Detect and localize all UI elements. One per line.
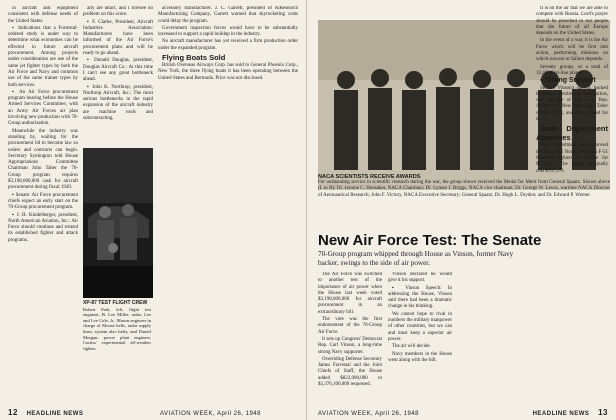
right-pub-line: AVIATION WEEK, April 26, 1948 [318,411,419,417]
paragraph: ▪ F. Clarke, President, Aircraft Industries Association: Manufacturers have been informed of the Air Force's procurement plans and will be ready to go ahead. [83,20,153,58]
right-page [308,0,616,420]
section-label: HEADLINE NEWS [26,411,84,417]
flying-boats-heading: Flying Boats Sold [162,53,226,63]
article-deck: 70-Group program whipped through House as Vinson, former Navy backer, swings to the side of air power. [318,250,514,267]
left-column-3 [158,6,298,406]
xp87-crew-photo [83,148,153,298]
paragraph: ally are intact, and I foresee no problem on this score. [83,6,153,18]
paragraph: in aircraft and equipment consistent with defense needs of the United States. [8,6,78,24]
right-column-c [536,6,608,408]
caption-text: Robert Park, left, flight test engineer, B. Lee Miller, radar, Lee and Lee Cole, Jr., Mason engineer in charge of Mouse bells, radar supply lines, system also hefty, and Daniel Morgan, power plant engineer, Curtiss' experimental all-weather fighter. [83,306,151,351]
section-label: HEADLINE NEWS [532,411,590,417]
paragraph: It is on the air that we are able to compete with Russia. Lord's prayer should be preached to our people that the future of all Europe depends on the United States. [536,6,608,37]
paragraph: ▪ An Air Force procurement program hearing before the House Armed Services Committee, with an Army Air Forces air plan involving new production with 70-Group authorization. [8,90,78,128]
paragraph: Overriding Defense Secretary James Forrestal and the Joint Chiefs of Staff, the House added $822,000,000 to $2,376,100,000 requested. [318,356,382,388]
paragraph: The Air Force was switched to another test of the importance of air power when the House last week voted $3,198,000,000 for aircraft procurement in an extraordinary bill. [318,272,382,315]
paragraph: The air will decide. [392,344,431,350]
paragraph: In the event of a war, it is the Air Force which will be first into action, performing missions on which success or failure depends. [536,38,608,63]
photo-caption [83,301,151,351]
paragraph: ▪ Senate: Air Force procurement chiefs expect an early start on the 70-Group procurement program. [8,193,78,212]
left-column-2 [83,6,153,146]
paragraph: Vinson declared he would give it his support. [388,272,452,284]
paragraph: ▪ J. H. Kindelberger, president, North American Aviation, Inc.: Air Force should continue and extend its established fighter and attack programs. [8,213,78,244]
paragraph: Senator Vinson's speech, backed by House members of both parties, won passage of 343 to 3. Rep. Andrews of New York, Rep. Taber of New York, and others voted for it. [536,85,608,123]
state-department-heading: State Department Approves [536,124,608,143]
right-column-b [388,272,452,408]
paragraph: accessory manufacturer. J. C. Garrett, president of AiResearch Manufacturing Company, Garrett warned that skyrocketing costs could delay the program. [158,6,298,24]
award-text: For outstanding service in scientific research during the war, the group shown received the Medal for Merit from General Spaatz. Shown above (L to R): Dr. Jerome C. Hunsaker, NACA Chairman; Dr. Lyman J. Briggs, NACA vice chairman; Dr. George W. Lewis, wartime NACA Director of Aeronautical Research; John F. Victory, NACA Executive Secretary; General Spaatz; Dr. Hugh L. Dryden; and Dr. Edward P. Warner. [318,180,610,198]
paragraph: ▪ Vinson Speech: In addressing the House, Vinson said there had been a dramatic change in his thinking. [388,286,452,311]
paragraph: Navy members in the House went along with the bill. [388,351,452,363]
paragraph: ▪ Donald Douglas, president, Douglas Aircraft Co.: At this time I can't see any great bottleneck ahead. [83,58,153,83]
paragraph: We cannot hope to rival in numbers the military manpower of other countries, but we can and must keep a superior air power. [388,311,452,342]
paragraph: Seventy groups, or a total of 12,400 first-line planes. [536,64,608,76]
paragraph: Meanwhile the industry was standing by, waiting for the procurement lid to become law so orders and contracts can begin. Secretary Symington told House Appropriations Committee Chairman John Taber the 70-Group program requires $3,198,000,000 cash for aircraft procurement during fiscal 1949. [8,128,78,191]
left-page [0,0,307,420]
paragraph: The vote was the first endorsement of the 70-Group Air Force. [318,317,382,335]
page-number: 12 [8,408,18,417]
page-number: 13 [598,408,608,417]
paragraph: British Overseas Airways Corp. has sold to General Phoenix Corp., New York, the three flying boats it has been operating between the United States and Bermuda. Price was not disclosed. [158,63,298,81]
right-column-a [318,272,382,408]
paragraph: It sets up Congress' Democrat Rep. Carl Vinson, a long-time strong Navy supporter. [318,336,382,355]
paragraph: State Department has approved the sale of 15 North American F-51 Mustang fighters to France for $157,667. The planes originally cost $767,571. [536,143,608,174]
article-headline: New Air Force Test: The Senate [318,232,542,249]
award-title: NACA SCIENTISTS RECEIVE AWARDS [318,174,421,180]
strong-support-heading: ▪ Strong Support [536,78,608,84]
caption-title: XP-87 TEST FLIGHT CREW [83,300,148,306]
right-footer [533,408,608,417]
paragraph: Government inspection forces would have to be substantially increased to support a rapid buildup in the industry. [158,25,298,38]
paragraph: ▪ Indications that a Forrestal-ordered study is under way to determine what economies can be effected in future aircraft procurement. Among projects under consideration are use of the same jet fighter types by both the Air Force and Navy and common use of the same trainer types by both services. [8,26,78,89]
paragraph: ▪ John K. Northrop, president, Northrop Aircraft, Inc.: The most serious bottlenecks in the rapid expansion of the aircraft industry are machine tools and subcontracting. [83,85,153,123]
left-pub-line: AVIATION WEEK, April 26, 1948 [160,411,261,417]
photo-illustration [83,148,153,298]
left-footer [8,408,83,417]
left-column-1 [8,6,78,406]
paragraph: No aircraft manufacturer has yet received a firm production order under the expanded program. [158,39,298,51]
